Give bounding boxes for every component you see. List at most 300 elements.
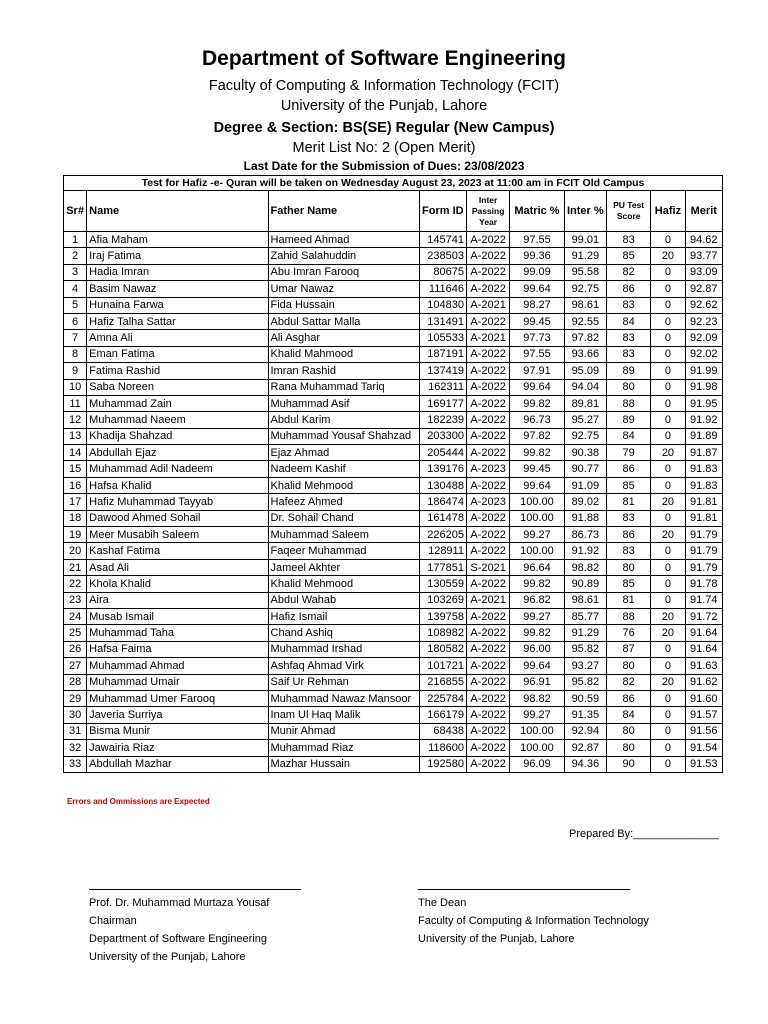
matric-cell: 97.55 (510, 346, 564, 362)
passing-year-cell: A-2022 (466, 690, 509, 706)
name-cell: Afia Maham (87, 232, 268, 248)
sr-cell: 9 (64, 363, 87, 379)
matric-cell: 100.00 (510, 723, 564, 739)
matric-cell: 97.82 (510, 428, 564, 444)
sr-cell: 8 (64, 346, 87, 362)
merit-cell: 91.78 (685, 576, 722, 592)
matric-cell: 99.82 (510, 576, 564, 592)
table-row (64, 543, 723, 559)
father-name-cell: Abdul Sattar Malla (268, 313, 419, 329)
inter-cell: 85.77 (564, 608, 606, 624)
sr-cell: 15 (64, 461, 87, 477)
matric-cell: 96.73 (510, 412, 564, 428)
matric-cell: 98.27 (510, 297, 564, 313)
pu-test-cell: 88 (606, 395, 650, 411)
hafiz-cell: 0 (651, 346, 685, 362)
merit-cell: 91.74 (685, 592, 722, 608)
passing-year-cell: A-2022 (466, 510, 509, 526)
father-name-cell: Khalid Mehmood (268, 576, 419, 592)
form-id-cell: 137419 (419, 363, 466, 379)
sr-cell: 33 (64, 756, 87, 772)
matric-cell: 99.64 (510, 477, 564, 493)
father-name-cell: Ali Asghar (268, 330, 419, 346)
hafiz-cell: 0 (651, 461, 685, 477)
matric-cell: 99.64 (510, 281, 564, 297)
hafiz-cell: 0 (651, 690, 685, 706)
matric-cell: 100.00 (510, 494, 564, 510)
father-name-cell: Muhammad Nawaz Mansoor (268, 690, 419, 706)
signature-line-dean (418, 889, 630, 890)
father-name-cell: Jameel Akhter (268, 559, 419, 575)
merit-cell: 91.72 (685, 608, 722, 624)
sr-cell: 11 (64, 395, 87, 411)
merit-cell: 92.02 (685, 346, 722, 362)
table-row (64, 379, 723, 395)
inter-cell: 89.81 (564, 395, 606, 411)
passing-year-cell: A-2022 (466, 264, 509, 280)
inter-cell: 93.27 (564, 658, 606, 674)
passing-year-cell: A-2022 (466, 740, 509, 756)
passing-year-cell: A-2022 (466, 395, 509, 411)
form-id-cell: 186474 (419, 494, 466, 510)
name-cell: Eman Fatima (87, 346, 268, 362)
column-header: Hafiz (651, 191, 685, 232)
pu-test-cell: 82 (606, 264, 650, 280)
passing-year-cell: A-2022 (466, 313, 509, 329)
sr-cell: 27 (64, 658, 87, 674)
father-name-cell: Saif Ur Rehman (268, 674, 419, 690)
matric-cell: 96.64 (510, 559, 564, 575)
inter-cell: 92.75 (564, 281, 606, 297)
matric-cell: 96.91 (510, 674, 564, 690)
form-id-cell: 105533 (419, 330, 466, 346)
sr-cell: 32 (64, 740, 87, 756)
hafiz-cell: 0 (651, 510, 685, 526)
inter-cell: 98.82 (564, 559, 606, 575)
merit-cell: 91.60 (685, 690, 722, 706)
inter-cell: 95.82 (564, 674, 606, 690)
table-row (64, 559, 723, 575)
name-cell: Hafsa Faima (87, 641, 268, 657)
father-name-cell: Muhammad Irshad (268, 641, 419, 657)
form-id-cell: 192580 (419, 756, 466, 772)
inter-cell: 95.82 (564, 641, 606, 657)
pu-test-cell: 88 (606, 608, 650, 624)
inter-cell: 95.27 (564, 412, 606, 428)
sr-cell: 26 (64, 641, 87, 657)
pu-test-cell: 83 (606, 232, 650, 248)
signatory-university: University of the Punjab, Lahore (418, 933, 575, 945)
hafiz-cell: 0 (651, 379, 685, 395)
pu-test-cell: 84 (606, 428, 650, 444)
merit-cell: 91.56 (685, 723, 722, 739)
merit-cell: 91.83 (685, 461, 722, 477)
pu-test-cell: 80 (606, 658, 650, 674)
column-header: Merit (685, 191, 722, 232)
matric-cell: 98.82 (510, 690, 564, 706)
matric-cell: 97.91 (510, 363, 564, 379)
pu-test-cell: 84 (606, 707, 650, 723)
merit-cell: 91.64 (685, 625, 722, 641)
sr-cell: 21 (64, 559, 87, 575)
matric-cell: 100.00 (510, 740, 564, 756)
hafiz-cell: 0 (651, 395, 685, 411)
signatory-title: Chairman (89, 915, 137, 927)
merit-cell: 92.09 (685, 330, 722, 346)
sr-cell: 12 (64, 412, 87, 428)
column-header: Inter % (564, 191, 606, 232)
name-cell: Muhammad Adil Nadeem (87, 461, 268, 477)
matric-cell: 99.82 (510, 445, 564, 461)
father-name-cell: Zahid Salahuddin (268, 248, 419, 264)
inter-cell: 89.02 (564, 494, 606, 510)
name-cell: Muhammad Ahmad (87, 658, 268, 674)
name-cell: Musab Ismail (87, 608, 268, 624)
matric-cell: 100.00 (510, 543, 564, 559)
sr-cell: 13 (64, 428, 87, 444)
form-id-cell: 130488 (419, 477, 466, 493)
merit-cell: 93.09 (685, 264, 722, 280)
inter-cell: 95.09 (564, 363, 606, 379)
table-row (64, 625, 723, 641)
passing-year-cell: A-2022 (466, 658, 509, 674)
pu-test-cell: 90 (606, 756, 650, 772)
matric-cell: 99.82 (510, 625, 564, 641)
name-cell: Basim Nawaz (87, 281, 268, 297)
matric-cell: 96.00 (510, 641, 564, 657)
passing-year-cell: S-2021 (466, 559, 509, 575)
table-row (64, 264, 723, 280)
merit-cell: 91.54 (685, 740, 722, 756)
signatory-faculty: Faculty of Computing & Information Technology (418, 915, 649, 927)
university-name: University of the Punjab, Lahore (280, 98, 488, 114)
pu-test-cell: 86 (606, 527, 650, 543)
father-name-cell: Nadeem Kashif (268, 461, 419, 477)
name-cell: Aira (87, 592, 268, 608)
name-cell: Hafiz Muhammad Tayyab (87, 494, 268, 510)
table-row (64, 363, 723, 379)
passing-year-cell: A-2023 (466, 461, 509, 477)
table-row (64, 313, 723, 329)
matric-cell: 100.00 (510, 510, 564, 526)
merit-cell: 91.92 (685, 412, 722, 428)
pu-test-cell: 89 (606, 363, 650, 379)
sr-cell: 1 (64, 232, 87, 248)
pu-test-cell: 83 (606, 346, 650, 362)
form-id-cell: 225784 (419, 690, 466, 706)
father-name-cell: Abdul Wahab (268, 592, 419, 608)
father-name-cell: Hafeez Ahmed (268, 494, 419, 510)
inter-cell: 91.35 (564, 707, 606, 723)
pu-test-cell: 86 (606, 461, 650, 477)
sr-cell: 18 (64, 510, 87, 526)
merit-cell: 91.81 (685, 494, 722, 510)
table-row (64, 428, 723, 444)
passing-year-cell: A-2022 (466, 281, 509, 297)
table-row (64, 723, 723, 739)
matric-cell: 99.27 (510, 527, 564, 543)
passing-year-cell: A-2022 (466, 625, 509, 641)
father-name-cell: Imran Rashid (268, 363, 419, 379)
form-id-cell: 187191 (419, 346, 466, 362)
sr-cell: 2 (64, 248, 87, 264)
inter-cell: 98.61 (564, 592, 606, 608)
table-row (64, 297, 723, 313)
passing-year-cell: A-2022 (466, 346, 509, 362)
sr-cell: 3 (64, 264, 87, 280)
passing-year-cell: A-2021 (466, 297, 509, 313)
prepared-by: Prepared By:______________ (569, 828, 719, 840)
merit-list-number: Merit List No: 2 (Open Merit) (292, 140, 476, 156)
name-cell: Fatima Rashid (87, 363, 268, 379)
merit-cell: 91.83 (685, 477, 722, 493)
pu-test-cell: 84 (606, 313, 650, 329)
table-row (64, 477, 723, 493)
father-name-cell: Munir Ahmad (268, 723, 419, 739)
matric-cell: 99.45 (510, 313, 564, 329)
name-cell: Hafiz Talha Sattar (87, 313, 268, 329)
father-name-cell: Muhammad Saleem (268, 527, 419, 543)
pu-test-cell: 81 (606, 592, 650, 608)
table-row (64, 756, 723, 772)
merit-cell: 91.81 (685, 510, 722, 526)
pu-test-cell: 76 (606, 625, 650, 641)
sr-cell: 23 (64, 592, 87, 608)
matric-cell: 99.64 (510, 379, 564, 395)
father-name-cell: Rana Muhammad Tariq (268, 379, 419, 395)
name-cell: Dawood Ahmed Sohail (87, 510, 268, 526)
father-name-cell: Hafiz Ismail (268, 608, 419, 624)
form-id-cell: 104830 (419, 297, 466, 313)
merit-cell: 91.98 (685, 379, 722, 395)
father-name-cell: Khalid Mahmood (268, 346, 419, 362)
sr-cell: 14 (64, 445, 87, 461)
hafiz-cell: 0 (651, 576, 685, 592)
inter-cell: 86.73 (564, 527, 606, 543)
form-id-cell: 145741 (419, 232, 466, 248)
matric-cell: 99.82 (510, 395, 564, 411)
signatory-title: The Dean (418, 897, 467, 909)
department-title: Department of Software Engineering (201, 47, 567, 70)
name-cell: Muhammad Umer Farooq (87, 690, 268, 706)
sr-cell: 16 (64, 477, 87, 493)
table-row (64, 658, 723, 674)
name-cell: Khadija Shahzad (87, 428, 268, 444)
pu-test-cell: 85 (606, 248, 650, 264)
father-name-cell: Khalid Mehmood (268, 477, 419, 493)
sr-cell: 10 (64, 379, 87, 395)
dues-deadline: Last Date for the Submission of Dues: 23/08/2023 (243, 159, 525, 173)
inter-cell: 94.36 (564, 756, 606, 772)
merit-cell: 91.95 (685, 395, 722, 411)
merit-cell: 91.87 (685, 445, 722, 461)
hafiz-cell: 0 (651, 232, 685, 248)
sr-cell: 19 (64, 527, 87, 543)
passing-year-cell: A-2022 (466, 379, 509, 395)
signature-line-chairman (89, 889, 301, 890)
inter-cell: 95.58 (564, 264, 606, 280)
hafiz-cell: 0 (651, 477, 685, 493)
hafiz-cell: 0 (651, 723, 685, 739)
column-header: Inter Passing Year (466, 191, 509, 232)
matric-cell: 99.09 (510, 264, 564, 280)
father-name-cell: Faqeer Muhammad (268, 543, 419, 559)
passing-year-cell: A-2021 (466, 592, 509, 608)
hafiz-test-notice: Test for Hafiz -e- Quran will be taken on Wednesday August 23, 2023 at 11:00 am in FCIT Old Campus (64, 176, 723, 191)
pu-test-cell: 86 (606, 281, 650, 297)
form-id-cell: 226205 (419, 527, 466, 543)
form-id-cell: 203300 (419, 428, 466, 444)
table-row (64, 330, 723, 346)
pu-test-cell: 83 (606, 297, 650, 313)
form-id-cell: 130559 (419, 576, 466, 592)
name-cell: Hadia Imran (87, 264, 268, 280)
merit-list-table (63, 175, 723, 773)
matric-cell: 99.45 (510, 461, 564, 477)
name-cell: Amna Ali (87, 330, 268, 346)
hafiz-cell: 0 (651, 543, 685, 559)
table-row (64, 346, 723, 362)
pu-test-cell: 82 (606, 674, 650, 690)
merit-cell: 92.23 (685, 313, 722, 329)
table-row (64, 690, 723, 706)
passing-year-cell: A-2022 (466, 527, 509, 543)
form-id-cell: 111646 (419, 281, 466, 297)
pu-test-cell: 79 (606, 445, 650, 461)
form-id-cell: 128911 (419, 543, 466, 559)
father-name-cell: Muhammad Yousaf Shahzad (268, 428, 419, 444)
merit-cell: 94.62 (685, 232, 722, 248)
matric-cell: 96.82 (510, 592, 564, 608)
passing-year-cell: A-2022 (466, 412, 509, 428)
table-row (64, 674, 723, 690)
pu-test-cell: 80 (606, 379, 650, 395)
faculty-name: Faculty of Computing & Information Technology (FCIT) (208, 78, 560, 94)
merit-cell: 92.62 (685, 297, 722, 313)
pu-test-cell: 83 (606, 330, 650, 346)
inter-cell: 90.59 (564, 690, 606, 706)
sr-cell: 29 (64, 690, 87, 706)
father-name-cell: Fida Hussain (268, 297, 419, 313)
name-cell: Kashaf Fatima (87, 543, 268, 559)
inter-cell: 91.09 (564, 477, 606, 493)
matric-cell: 99.27 (510, 608, 564, 624)
errors-note: Errors and Ommissions are Expected (67, 797, 210, 806)
pu-test-cell: 86 (606, 690, 650, 706)
table-row (64, 395, 723, 411)
merit-list-body (64, 232, 723, 773)
inter-cell: 91.29 (564, 248, 606, 264)
form-id-cell: 182239 (419, 412, 466, 428)
signature-block-chairman (89, 894, 269, 966)
inter-cell: 90.77 (564, 461, 606, 477)
passing-year-cell: A-2022 (466, 641, 509, 657)
father-name-cell: Inam Ul Haq Malik (268, 707, 419, 723)
passing-year-cell: A-2022 (466, 543, 509, 559)
name-cell: Bisma Munir (87, 723, 268, 739)
matric-cell: 96.09 (510, 756, 564, 772)
table-row (64, 608, 723, 624)
pu-test-cell: 85 (606, 576, 650, 592)
passing-year-cell: A-2022 (466, 707, 509, 723)
merit-cell: 91.99 (685, 363, 722, 379)
hafiz-cell: 0 (651, 330, 685, 346)
father-name-cell: Umar Nawaz (268, 281, 419, 297)
table-row (64, 232, 723, 248)
form-id-cell: 180582 (419, 641, 466, 657)
form-id-cell: 166179 (419, 707, 466, 723)
degree-section: Degree & Section: BS(SE) Regular (New Campus) (213, 120, 555, 136)
column-header: Name (87, 191, 268, 232)
passing-year-cell: A-2022 (466, 723, 509, 739)
father-name-cell: Mazhar Hussain (268, 756, 419, 772)
pu-test-cell: 81 (606, 494, 650, 510)
form-id-cell: 169177 (419, 395, 466, 411)
hafiz-cell: 20 (651, 625, 685, 641)
sr-cell: 22 (64, 576, 87, 592)
name-cell: Muhammad Zain (87, 395, 268, 411)
hafiz-cell: 0 (651, 592, 685, 608)
hafiz-cell: 20 (651, 248, 685, 264)
matric-cell: 99.36 (510, 248, 564, 264)
father-name-cell: Abdul Karim (268, 412, 419, 428)
inter-cell: 91.29 (564, 625, 606, 641)
hafiz-cell: 0 (651, 756, 685, 772)
name-cell: Hafsa Khalid (87, 477, 268, 493)
hafiz-cell: 0 (651, 740, 685, 756)
signature-block-dean (418, 894, 649, 948)
form-id-cell: 80675 (419, 264, 466, 280)
table-row (64, 248, 723, 264)
inter-cell: 93.66 (564, 346, 606, 362)
table-row (64, 412, 723, 428)
merit-cell: 91.79 (685, 527, 722, 543)
pu-test-cell: 87 (606, 641, 650, 657)
merit-cell: 91.62 (685, 674, 722, 690)
inter-cell: 91.92 (564, 543, 606, 559)
signatory-university: University of the Punjab, Lahore (89, 951, 246, 963)
passing-year-cell: A-2022 (466, 428, 509, 444)
merit-cell: 91.64 (685, 641, 722, 657)
father-name-cell: Muhammad Asif (268, 395, 419, 411)
sr-cell: 31 (64, 723, 87, 739)
pu-test-cell: 80 (606, 740, 650, 756)
passing-year-cell: A-2022 (466, 674, 509, 690)
sr-cell: 17 (64, 494, 87, 510)
name-cell: Iraj Fatima (87, 248, 268, 264)
pu-test-cell: 89 (606, 412, 650, 428)
name-cell: Abdullah Ejaz (87, 445, 268, 461)
hafiz-cell: 0 (651, 264, 685, 280)
name-cell: Muhammad Umair (87, 674, 268, 690)
passing-year-cell: A-2021 (466, 330, 509, 346)
form-id-cell: 139176 (419, 461, 466, 477)
matric-cell: 99.27 (510, 707, 564, 723)
merit-cell: 91.89 (685, 428, 722, 444)
column-header: Sr# (64, 191, 87, 232)
inter-cell: 99.01 (564, 232, 606, 248)
form-id-cell: 103269 (419, 592, 466, 608)
hafiz-cell: 0 (651, 412, 685, 428)
hafiz-cell: 0 (651, 281, 685, 297)
passing-year-cell: A-2022 (466, 445, 509, 461)
table-row (64, 641, 723, 657)
name-cell: Javeria Surriya (87, 707, 268, 723)
passing-year-cell: A-2022 (466, 756, 509, 772)
column-header: Father Name (268, 191, 419, 232)
table-row (64, 494, 723, 510)
merit-cell: 91.79 (685, 543, 722, 559)
